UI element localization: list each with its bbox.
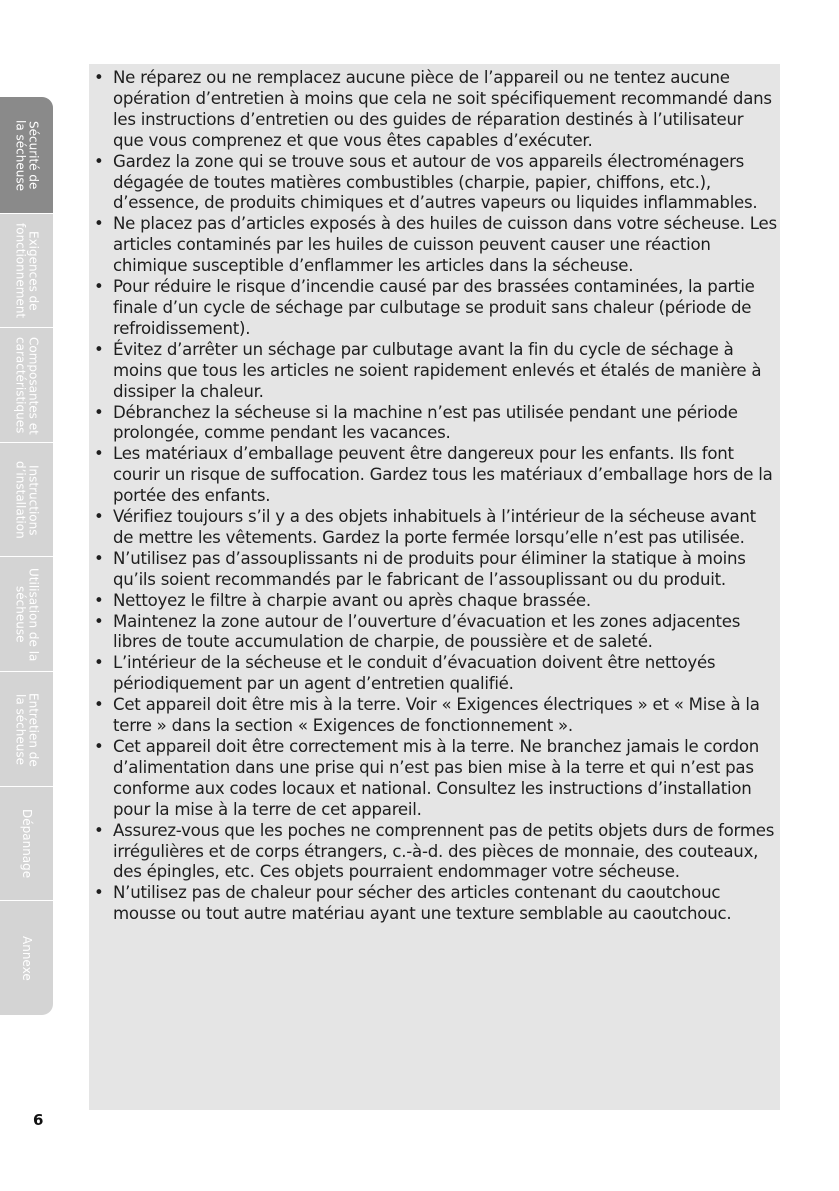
- tab-label: Instructions d’installation: [13, 461, 41, 539]
- bullet-item: • Ne réparez ou ne remplacez aucune pièce de l’appareil ou ne tentez aucune opération d’entretien à moins que cela ne soit spécifiquement recommandé dans les instructions d’entretien ou des guides de réparation destinés à l’utilisateur que vous comprenez et que vous êtes capables d’exécuter.: [89, 68, 780, 152]
- bullet-item: • Ne placez pas d’articles exposés à des huiles de cuisson dans votre sécheuse. Les articles contaminés par les huiles de cuisson peuvent causer une réaction chimique susceptible d’enflammer les articles dans la sécheuse.: [89, 214, 780, 277]
- tab-label: Sécurité de la sécheuse: [13, 119, 41, 191]
- tab-annexe[interactable]: [0, 900, 53, 1015]
- bullet-item: • Nettoyez le filtre à charpie avant ou après chaque brassée.: [89, 591, 780, 612]
- tab-label: Composantes et caractéristiques: [13, 336, 41, 435]
- tab-composantes-caracteristiques[interactable]: [0, 327, 53, 443]
- bullet-item: • L’intérieur de la sécheuse et le conduit d’évacuation doivent être nettoyés périodiquement par un agent d’entretien qualifié.: [89, 653, 780, 695]
- safety-bullet-list: [89, 64, 780, 925]
- bullet-item: • Débranchez la sécheuse si la machine n’est pas utilisée pendant une période prolongée, comme pendant les vacances.: [89, 403, 780, 445]
- bullet-item: • Gardez la zone qui se trouve sous et autour de vos appareils électroménagers dégagée de toutes matières combustibles (charpie, papier, chiffons, etc.), d’essence, de produits chimiques et d’autres vapeurs ou liquides inflammables.: [89, 152, 780, 215]
- bullet-item: • Évitez d’arrêter un séchage par culbutage avant la fin du cycle de séchage à moins que tous les articles ne soient rapidement enlevés et étalés de manière à dissiper la chaleur.: [89, 340, 780, 403]
- tab-label: Annexe: [20, 936, 34, 981]
- tab-entretien-secheuse[interactable]: [0, 671, 53, 787]
- tab-securite-secheuse[interactable]: [0, 97, 53, 213]
- bullet-item: • Cet appareil doit être mis à la terre. Voir « Exigences électriques » et « Mise à la terre » dans la section « Exigences de fonctionnement ».: [89, 695, 780, 737]
- tab-label: Exigences de fonctionnement: [13, 223, 41, 319]
- bullet-item: • Les matériaux d’emballage peuvent être dangereux pour les enfants. Ils font courir un risque de suffocation. Gardez tous les matériaux d’emballage hors de la portée des enfants.: [89, 444, 780, 507]
- section-tabs: [0, 97, 53, 1015]
- bullet-item: • Maintenez la zone autour de l’ouverture d’évacuation et les zones adjacentes libres de toute accumulation de charpie, de poussière et de saleté.: [89, 612, 780, 654]
- tab-utilisation-secheuse[interactable]: [0, 556, 53, 672]
- bullet-item: • Assurez-vous que les poches ne comprennent pas de petits objets durs de formes irrégulières et de corps étrangers, c.-à-d. des pièces de monnaie, des couteaux, des épingles, etc. Ces objets pourraient endommager votre sécheuse.: [89, 821, 780, 884]
- tab-label: Utilisation de la sécheuse: [13, 567, 41, 662]
- tab-label: Dépannage: [20, 809, 34, 879]
- bullet-item: • Pour réduire le risque d’incendie causé par des brassées contaminées, la partie finale d’un cycle de séchage par culbutage se produit sans chaleur (période de refroidissement).: [89, 277, 780, 340]
- bullet-item: • N’utilisez pas de chaleur pour sécher des articles contenant du caoutchouc mousse ou tout autre matériau ayant une texture semblable au caoutchouc.: [89, 883, 780, 925]
- bullet-item: • N’utilisez pas d’assouplissants ni de produits pour éliminer la statique à moins qu’ils soient recommandés par le fabricant de l’assouplissant ou du produit.: [89, 549, 780, 591]
- tab-instructions-installation[interactable]: [0, 442, 53, 557]
- tab-depannage[interactable]: [0, 786, 53, 901]
- tab-exigences-fonctionnement[interactable]: [0, 213, 53, 328]
- safety-instructions-panel: [89, 64, 780, 1110]
- bullet-item: • Vérifiez toujours s’il y a des objets inhabituels à l’intérieur de la sécheuse avant de mettre les vêtements. Gardez la porte fermée lorsqu’elle n’est pas utilisée.: [89, 507, 780, 549]
- bullet-item: • Cet appareil doit être correctement mis à la terre. Ne branchez jamais le cordon d’alimentation dans une prise qui n’est pas bien mise à la terre et qui n’est pas conforme aux codes locaux et national. Consultez les instructions d’installation pour la mise à la terre de cet appareil.: [89, 737, 780, 821]
- tab-label: Entretien de la sécheuse: [13, 692, 41, 767]
- page-number: 6: [33, 1111, 44, 1129]
